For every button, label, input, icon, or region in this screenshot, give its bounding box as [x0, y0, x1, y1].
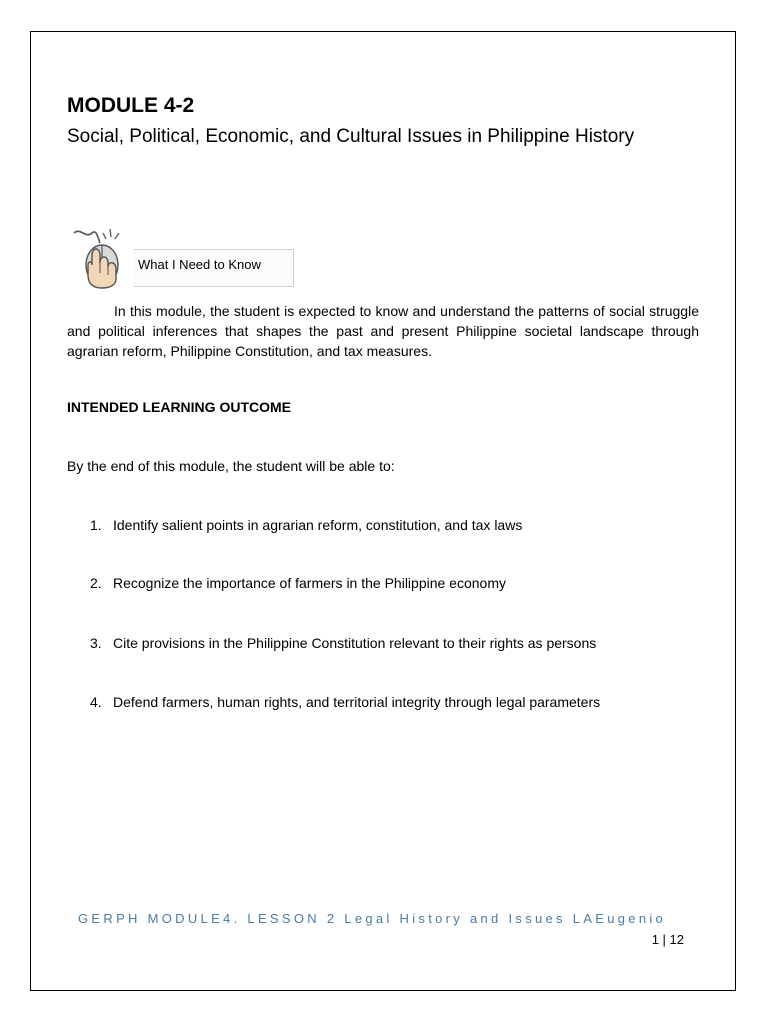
- list-item-number: 3.: [90, 635, 102, 651]
- list-item-text: Identify salient points in agrarian reform, constitution, and tax laws: [113, 517, 523, 533]
- hand-cursor-icon: [70, 225, 140, 289]
- page-number: 1 | 12: [651, 932, 684, 947]
- list-item: [90, 516, 522, 534]
- outcome-heading: INTENDED LEARNING OUTCOME: [67, 399, 291, 415]
- list-item-number: 2.: [90, 575, 102, 591]
- outcome-lead: By the end of this module, the student will be able to:: [67, 458, 395, 474]
- footer-text: GERPH MODULE4. LESSON 2 Legal History and Issues LAEugenio: [78, 911, 667, 926]
- page-border: [30, 31, 736, 991]
- module-title: MODULE 4-2: [67, 94, 195, 117]
- list-item-text: Defend farmers, human rights, and territorial integrity through legal parameters: [113, 694, 601, 710]
- list-item: [90, 693, 600, 711]
- intro-paragraph: In this module, the student is expected to know and understand the patterns of social struggle and political inferences that shapes the past and present Philippine societal landscape through agrarian reform, Philippine Constitution, and tax measures.: [67, 303, 699, 359]
- list-item-text: Cite provisions in the Philippine Constitution relevant to their rights as persons: [113, 635, 597, 651]
- list-item: [90, 574, 506, 592]
- list-item-number: 4.: [90, 694, 102, 710]
- list-item-number: 1.: [90, 517, 102, 533]
- list-item: [90, 634, 596, 652]
- what-i-need-to-know-banner: [70, 225, 294, 289]
- list-item-text: Recognize the importance of farmers in the Philippine economy: [113, 575, 506, 591]
- banner-label: What I Need to Know: [138, 257, 261, 272]
- module-subtitle: Social, Political, Economic, and Cultural Issues in Philippine History: [67, 126, 635, 147]
